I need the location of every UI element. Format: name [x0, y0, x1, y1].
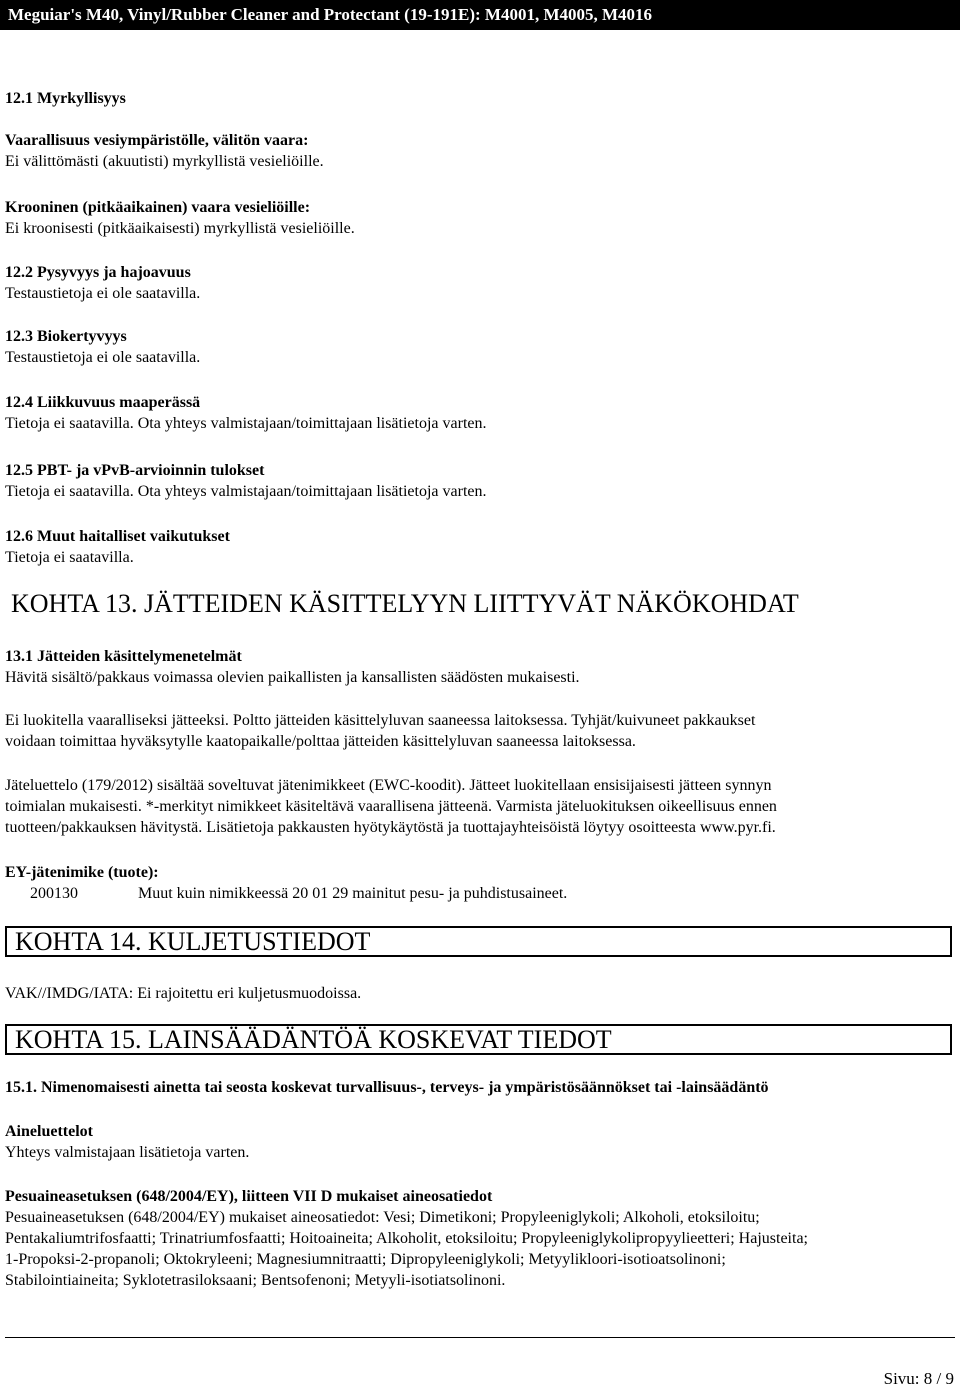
text-12-2: Testaustietoja ei ole saatavilla.	[5, 285, 201, 302]
detergent-line-2: Pentakaliumtrifosfaatti; Trinatriumfosfaatti; Hoitoaineita; Alkoholit, etoksiloitu; Propyleeniglykolipropyylieetteri; Hajusteita;	[5, 1230, 808, 1247]
text-12-3: Testaustietoja ei ole saatavilla.	[5, 349, 201, 366]
section-13-1	[5, 646, 955, 688]
heading-12-2: 12.2 Pysyvyys ja hajoavuus	[5, 264, 191, 281]
section-12-6	[5, 526, 955, 568]
heading-12-4: 12.4 Liikkuvuus maaperässä	[5, 394, 201, 411]
waste-para2-line-2: toimialan mukaisesti. *-merkityt nimikkeet käsiteltävä vaarallisena jätteenä. Varmista jäteluokituksen oikeellisuus ennen	[5, 798, 777, 815]
heading-15-1: 15.1. Nimenomaisesti ainetta tai seosta koskevat turvallisuus-, terveys- ja ympäristösäännökset tai -lainsäädäntö	[5, 1079, 769, 1096]
inventories-text: Yhteys valmistajaan lisätietoja varten.	[5, 1144, 250, 1161]
detergent-line-1: Pesuaineasetuksen (648/2004/EY) mukaiset aineosatiedot: Vesi; Dimetikoni; Propyleeniglykoli; Alkoholi, etoksiloitu;	[5, 1209, 760, 1226]
document-header: Meguiar's M40, Vinyl/Rubber Cleaner and Protectant (19-191E): M4001, M4005, M4016	[0, 0, 960, 30]
section-12-3	[5, 326, 955, 368]
section-15-1	[5, 1077, 955, 1098]
transport-text: VAK//IMDG/IATA: Ei rajoitettu eri kuljetusmuodoissa.	[5, 985, 362, 1002]
waste-para2-line-3: tuotteen/pakkauksen hävitystä. Lisätietoja pakkausten hyötykäytöstä ja tuottajayhteisöistä löytyy osoitteesta www.pyr.fi.	[5, 819, 776, 836]
waste-paragraph-1	[5, 710, 955, 752]
waste-code-description: Muut kuin nimikkeessä 20 01 29 mainitut pesu- ja puhdistusaineet.	[138, 885, 568, 902]
text-12-4: Tietoja ei saatavilla. Ota yhteys valmistajaan/toimittajaan lisätietoja varten.	[5, 415, 487, 432]
inventories	[5, 1121, 955, 1163]
text-13-1-intro: Hävitä sisältö/pakkaus voimassa olevien paikallisten ja kansallisten säädösten mukaisesti.	[5, 669, 580, 686]
page-number: Sivu: 8 / 9	[883, 1369, 954, 1387]
detergent-line-4: Stabilointiaineita; Syklotetrasiloksaani; Bentsofenoni; Metyyli-isotiatsolinoni.	[5, 1272, 506, 1289]
heading-12-3: 12.3 Biokertyvyys	[5, 328, 127, 345]
waste-para1-line-2: voidaan toimittaa hyväksytylle kaatopaikalle/polttaa jätteiden käsittelyluvan saaneessa laitoksessa.	[5, 733, 636, 750]
detergent-info	[5, 1186, 955, 1291]
text-12-5: Tietoja ei saatavilla. Ota yhteys valmistajaan/toimittajaan lisätietoja varten.	[5, 483, 487, 500]
heading-12-5: 12.5 PBT- ja vPvB-arvioinnin tulokset	[5, 462, 265, 479]
chronic-hazard	[5, 197, 955, 239]
text-12-6: Tietoja ei saatavilla.	[5, 549, 134, 566]
section-15-title: KOHTA 15. LAINSÄÄDÄNTÖÄ KOSKEVAT TIEDOT	[5, 1024, 952, 1055]
chronic-hazard-label: Krooninen (pitkäaikainen) vaara vesieliöille:	[5, 199, 311, 216]
waste-code-label	[5, 862, 955, 883]
waste-code-label-text: EY-jätenimike (tuote):	[5, 864, 159, 881]
detergent-line-3: 1-Propoksi-2-propanoli; Oktokryleeni; Magnesiumnitraatti; Dipropyleeniglykoli; Metyylikloori-isotioatsolinoni;	[5, 1251, 726, 1268]
section-12-1	[5, 88, 955, 109]
section-12-4	[5, 392, 955, 434]
inventories-label: Aineluettelot	[5, 1123, 93, 1140]
acute-hazard-text: Ei välittömästi (akuutisti) myrkyllistä vesieliöille.	[5, 153, 324, 170]
section-13-title: KOHTA 13. JÄTTEIDEN KÄSITTELYYN LIITTYVÄT NÄKÖKOHDAT	[11, 589, 799, 618]
section-12-5	[5, 460, 955, 502]
waste-para2-line-1: Jäteluettelo (179/2012) sisältää soveltuvat jätenimikkeet (EWC-koodit). Jätteet luokitellaan ensisijaisesti jätteen synnyn	[5, 777, 772, 794]
heading-13-1: 13.1 Jätteiden käsittelymenetelmät	[5, 648, 242, 665]
footer-divider	[5, 1337, 955, 1338]
waste-code: 200130	[30, 885, 78, 902]
section-14-title: KOHTA 14. KULJETUSTIEDOT	[5, 926, 952, 957]
section-14-text	[5, 983, 955, 1004]
waste-paragraph-2	[5, 775, 955, 838]
waste-para1-line-1: Ei luokitella vaaralliseksi jätteeksi. Poltto jätteiden käsittelyluvan saaneessa laitoksessa. Tyhjät/kuivuneet pakkaukset	[5, 712, 756, 729]
heading-12-6: 12.6 Muut haitalliset vaikutukset	[5, 528, 230, 545]
acute-hazard	[5, 130, 955, 172]
chronic-hazard-text: Ei kroonisesti (pitkäaikaisesti) myrkyllistä vesieliöille.	[5, 220, 355, 237]
acute-hazard-label: Vaarallisuus vesiympäristölle, välitön vaara:	[5, 132, 309, 149]
section-12-2	[5, 262, 955, 304]
detergent-label: Pesuaineasetuksen (648/2004/EY), liitteen VII D mukaiset aineosatiedot	[5, 1188, 493, 1205]
heading-12-1: 12.1 Myrkyllisyys	[5, 90, 126, 107]
